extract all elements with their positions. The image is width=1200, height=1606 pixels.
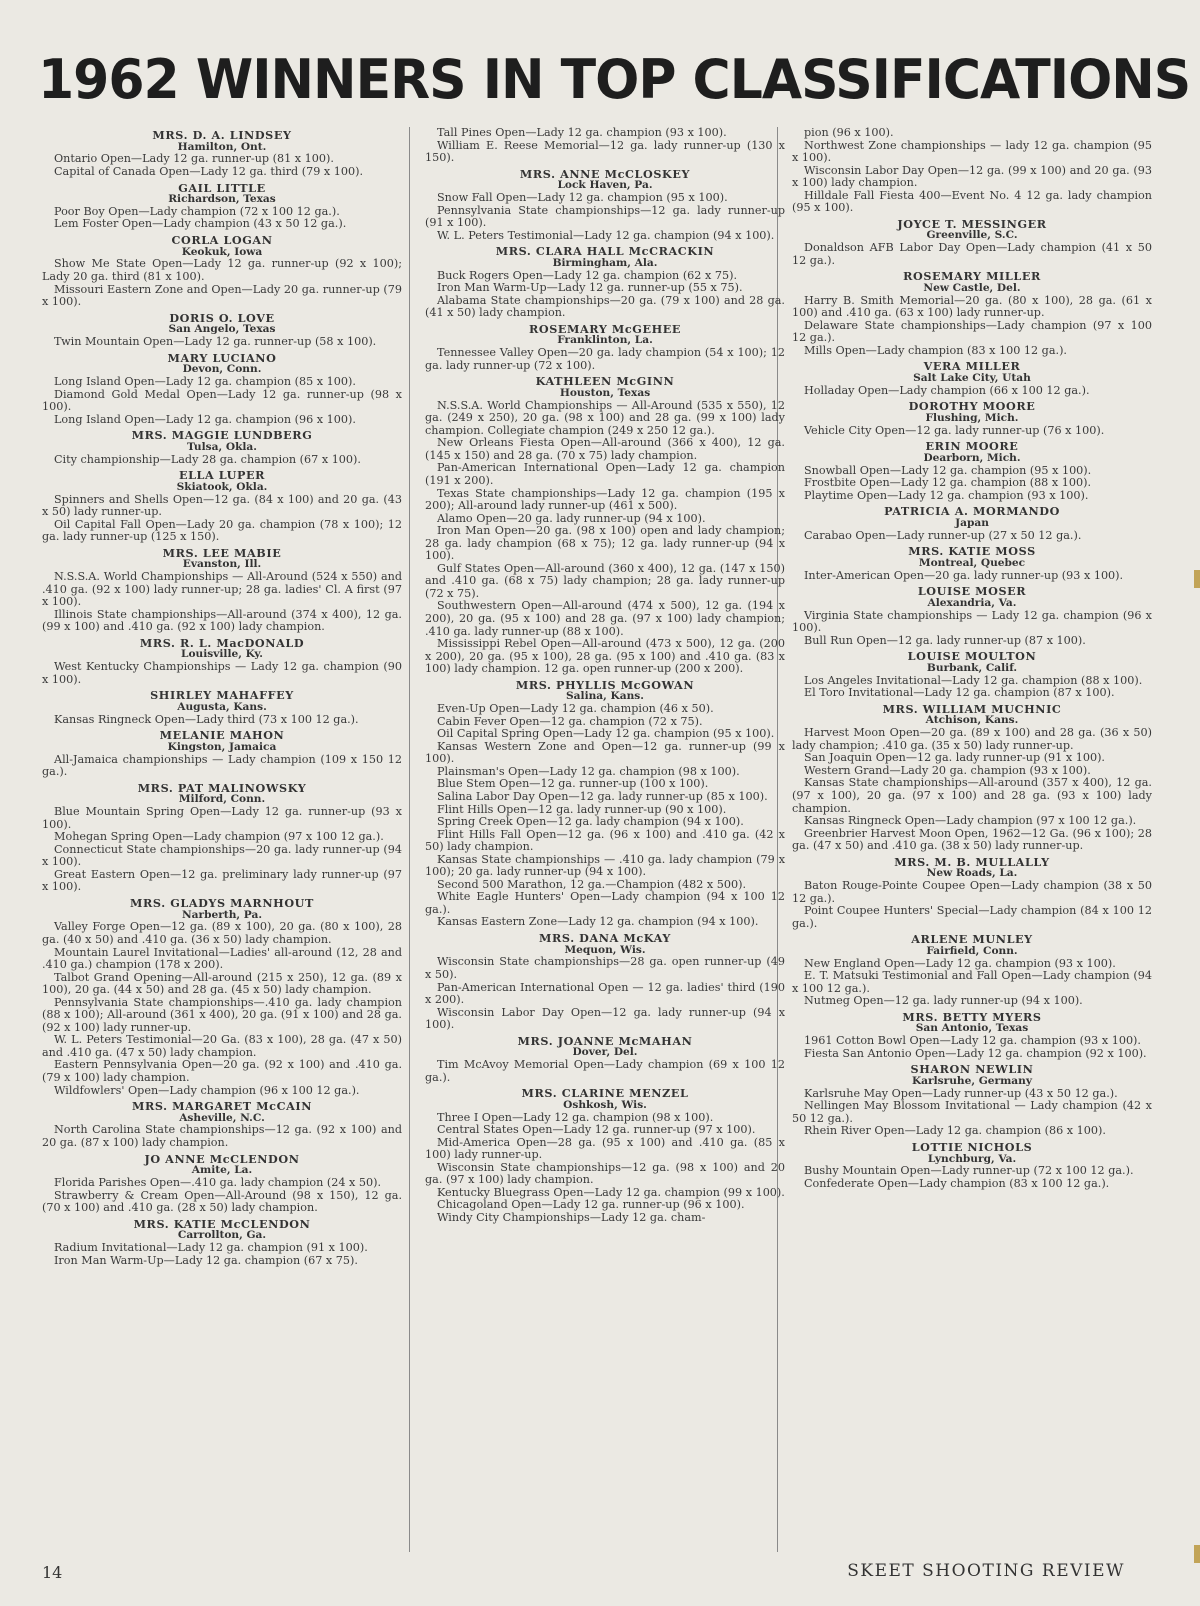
winner-entry [42,182,402,232]
result-line: Twin Mountain Open—Lady 12 ga. runner-up (58 x 100). [54,335,377,348]
winner-name: MRS. BETTY MYERS [902,1009,1042,1024]
winner-entry [792,1141,1152,1191]
result-line: Mohegan Spring Open—Lady champion (97 x 100 12 ga.). [54,830,384,844]
winner-entry [792,505,1152,542]
result-line: Delaware State championships—Lady champion (97 x 100 12 ga.). [792,318,1152,345]
result-line: West Kentucky Championships — Lady 12 ga. champion (90 x 100). [42,660,402,686]
winner-name: ELLA LUPER [178,468,266,483]
winner-location: Montreal, Quebec [918,556,1026,569]
result-line: N.S.S.A. World Championships — All-Around (524 x 550) and .410 ga. (92 x 100) lady runner-up; 28 ga. ladies' Cl. A first (97 x 100). [42,570,402,609]
winner-entry [792,218,1152,268]
winner-entry [42,129,402,179]
result-line: Texas State championships—Lady 12 ga. champion (195 x 200); All-around lady runner-up (461 x 500). [425,486,785,513]
result-line: Baton Rouge-Pointe Coupee Open—Lady champion (38 x 50 12 ga.). [792,879,1152,905]
winner-location: Carrollton, Ga. [177,1229,267,1242]
winner-name: MRS. CLARINE MENZEL [521,1086,689,1101]
winner-name: ERIN MOORE [925,439,1019,454]
winner-name: DOROTHY MOORE [908,399,1036,414]
result-line: Kansas Ringneck Open—Lady third (73 x 100 12 ga.). [54,712,359,726]
result-line: Holladay Open—Lady champion (66 x 100 12 ga.). [804,383,1090,397]
winner-entry [792,400,1152,437]
winner-entry [42,782,402,894]
winner-name: KATHLEEN McGINN [535,374,675,389]
result-line: Confederate Open—Lady champion (83 x 100 12 ga.). [804,1176,1110,1190]
result-line: Frostbite Open—Lady 12 ga. champion (88 x 100). [804,476,1091,490]
winner-location: New Roads, La. [926,867,1018,880]
result-line: Kansas Ringneck Open—Lady champion (97 x 100 12 ga.). [804,814,1137,828]
result-line: Flint Hills Open—12 ga. lady runner-up (90 x 100). [437,802,727,816]
result-line: Western Grand—Lady 20 ga. champion (93 x 100). [804,763,1091,777]
page-edge-mark [1194,1545,1200,1563]
winner-name: MRS. KATIE MOSS [908,544,1036,559]
winner-entry [792,703,1152,853]
result-line: Greenbrier Harvest Moon Open, 1962—12 Ga. (96 x 100); 28 ga. (47 x 50) and .410 ga. (38 x 50) lady runner-up. [792,826,1152,853]
result-line: City championship—Lady 28 ga. champion (67 x 100). [54,452,361,466]
result-line: Diamond Gold Medal Open—Lady 12 ga. runner-up (98 x 100). [42,387,402,414]
result-line: Blue Mountain Spring Open—Lady 12 ga. runner-up (93 x 100). [42,805,402,831]
publication-name: SKEET SHOOTING REVIEW [847,1561,1125,1581]
winner-entry [42,547,402,634]
winner-location: Asheville, N.C. [179,1111,265,1124]
winner-name: MRS. CLARA HALL McCRACKIN [495,244,715,259]
result-line: Kansas Eastern Zone—Lady 12 ga. champion (94 x 100). [437,915,759,929]
winner-location: Richardson, Texas [168,193,276,206]
result-line: Iron Man Open—20 ga. (98 x 100) open and lady champion; 28 ga. lady champion (68 x 75); 12 ga. lady runner-up (94 x 100). [425,524,785,563]
winner-entry [792,650,1152,700]
result-line: Point Coupee Hunters' Special—Lady champion (84 x 100 12 ga.). [792,904,1152,930]
winner-entry [425,1087,785,1224]
result-line: Show Me State Open—Lady 12 ga. runner-up (92 x 100); Lady 20 ga. third (81 x 100). [42,257,402,283]
result-line: Mid-America Open—28 ga. (95 x 100) and .410 ga. (85 x 100) lady runner-up. [425,1135,785,1162]
winner-entry [42,637,402,687]
result-line: Wisconsin State championships—28 ga. open runner-up (49 x 50). [425,955,785,981]
winner-name: DORIS O. LOVE [169,310,275,325]
winner-entry [792,856,1152,931]
winner-entry [792,545,1152,582]
result-line: Spring Creek Open—12 ga. lady champion (94 x 100). [437,815,744,829]
result-line: Snow Fall Open—Lady 12 ga. champion (95 x 100). [437,191,728,205]
result-line: Florida Parishes Open—.410 ga. lady champion (24 x 50). [54,1175,382,1189]
result-line: Pan-American International Open—Lady 12 ga. champion (191 x 200). [425,461,785,488]
winner-entry [792,127,1152,215]
winner-location: Salina, Kans. [566,690,644,703]
result-line: Pennsylvania State championships—.410 ga. lady champion (88 x 100); All-around (361 x 400), 20 ga. (91 x 100) and 28 ga. (92 x 100) lady runner-up. [42,995,402,1034]
winner-name: LOUISE MOULTON [907,649,1037,664]
winner-location: Franklinton, La. [557,334,653,347]
winner-name: VERA MILLER [923,359,1021,374]
result-line: Kansas State championships—All-around (357 x 400), 12 ga. (97 x 100), 20 ga. (97 x 100) and 28 ga. (93 x 100) lady champion. [792,776,1152,815]
result-line: Valley Forge Open—12 ga. (89 x 100), 20 ga. (80 x 100), 28 ga. (40 x 50) and .410 ga. (36 x 50) lady champion. [42,920,402,946]
result-line: Tall Pines Open—Lady 12 ga. champion (93 x 100). [437,127,727,139]
result-line: Southwestern Open—All-around (474 x 500), 12 ga. (194 x 200), 20 ga. (95 x 100) and 28 ga. (97 x 100) lady champion; .410 ga. lady runner-up (88 x 100). [425,599,785,638]
result-line: Los Angeles Invitational—Lady 12 ga. champion (88 x 100). [804,673,1143,687]
result-line: Mississippi Rebel Open—All-around (473 x 500), 12 ga. (200 x 200), 20 ga. (95 x 100), 28 ga. (95 x 100) and .410 ga. (83 x 100) lady champion. 12 ga. open runner-up (200 x 200). [425,637,785,676]
winner-name: ARLENE MUNLEY [911,932,1033,947]
winner-location: Augusta, Kans. [177,700,267,713]
winner-location: Lock Haven, Pa. [557,179,653,192]
winner-name: MRS. M. B. MULLALLY [894,854,1050,869]
winner-entry [42,1218,402,1268]
result-line: Tennessee Valley Open—20 ga. lady champion (54 x 100); 12 ga. lady runner-up (72 x 100). [425,346,785,372]
result-line: Donaldson AFB Labor Day Open—Lady champion (41 x 50 12 ga.). [792,241,1152,267]
winner-location: Burbank, Calif. [926,661,1018,674]
result-line: Iron Man Warm-Up—Lady 12 ga. runner-up (55 x 75). [437,281,743,295]
winner-entry [792,270,1152,357]
result-line: Nutmeg Open—12 ga. lady runner-up (94 x 100). [804,994,1083,1008]
winner-location: Hamilton, Ont. [177,140,267,153]
winner-entry [425,245,785,320]
result-line: Iron Man Warm-Up—Lady 12 ga. champion (67 x 75). [54,1253,358,1267]
winner-entry [792,933,1152,1008]
winner-location: Birmingham, Ala. [552,256,658,269]
result-line: Three I Open—Lady 12 ga. champion (98 x 100). [437,1110,714,1124]
result-line: All-Jamaica championships — Lady champion (109 x 150 12 ga.). [42,752,402,779]
winner-entry [42,429,402,466]
winner-name: MRS. D. A. LINDSEY [152,128,292,142]
winner-location: Narberth, Pa. [181,908,263,921]
result-line: Talbot Grand Opening—All-around (215 x 250), 12 ga. (89 x 100), 20 ga. (44 x 50) and 28 ga. (45 x 50) lady champion. [42,970,402,997]
result-line: Virginia State championships — Lady 12 ga. champion (96 x 100). [792,608,1152,635]
winner-entry [425,127,785,165]
result-line: Kansas Western Zone and Open—12 ga. runner-up (99 x 100). [425,739,785,766]
result-line: Wildfowlers' Open—Lady champion (96 x 100 12 ga.). [54,1083,360,1097]
winner-entry [42,234,402,309]
winner-entry [792,1063,1152,1138]
winner-location: Evanston, Ill. [182,558,262,571]
winner-location: Milford, Conn. [178,793,266,806]
result-line: Inter-American Open—20 ga. lady runner-up (93 x 100). [804,568,1124,582]
winner-name: PATRICIA A. MORMANDO [884,504,1060,519]
result-line: Mountain Laurel Invitational—Ladies' all-around (12, 28 and .410 ga.) champion (178 x 200). [42,945,402,972]
result-line: Bull Run Open—12 ga. lady runner-up (87 x 100). [804,633,1086,647]
result-line: Pan-American International Open — 12 ga. ladies' third (190 x 200). [425,980,785,1007]
result-line: Gulf States Open—All-around (360 x 400), 12 ga. (147 x 150) and .410 ga. (68 x 75) lady champion; 28 ga. lady runner-up (72 x 75). [425,561,785,600]
column-1 [42,127,402,1547]
result-line: W. L. Peters Testimonial—20 Ga. (83 x 100), 28 ga. (47 x 50) and .410 ga. (47 x 50) lady champion. [42,1033,402,1059]
winner-location: Fairfield, Conn. [926,944,1018,957]
column-divider [409,127,410,1552]
winner-entry [425,932,785,1032]
winner-entry [42,897,402,1097]
result-line: Bushy Mountain Open—Lady runner-up (72 x 100 12 ga.). [804,1164,1134,1178]
result-line: Carabao Open—Lady runner-up (27 x 50 12 ga.). [804,528,1082,542]
result-line: Capital of Canada Open—Lady 12 ga. third (79 x 100). [54,164,364,178]
result-line: Hilldale Fall Fiesta 400—Event No. 4 12 ga. lady champion (95 x 100). [792,188,1152,215]
result-line: Missouri Eastern Zone and Open—Lady 20 ga. runner-up (79 x 100). [42,282,402,309]
page-title: 1962 WINNERS IN TOP CLASSIFICATIONS [38,48,1191,112]
winner-location: Dover, Del. [572,1046,638,1059]
winner-location: San Antonio, Texas [915,1022,1029,1035]
result-line: Karlsruhe May Open—Lady runner-up (43 x 50 12 ga.). [804,1086,1118,1100]
winner-name: SHARON NEWLIN [910,1062,1034,1077]
result-line: Alabama State championships—20 ga. (79 x 100) and 28 ga. (41 x 50) lady champion. [425,293,785,320]
result-line: Fiesta San Antonio Open—Lady 12 ga. champion (92 x 100). [804,1046,1147,1060]
winner-location: Tulsa, Okla. [187,440,257,453]
winner-name: ROSEMARY MILLER [903,269,1041,284]
result-line: William E. Reese Memorial—12 ga. lady runner-up (130 x 150). [425,138,785,165]
winner-location: San Angelo, Texas [168,323,276,336]
winner-name: SHIRLEY MAHAFFEY [150,688,294,703]
winner-location: Mequon, Wis. [564,943,646,956]
winner-name: MRS. WILLIAM MUCHNIC [882,701,1062,716]
winner-entry [42,689,402,726]
winner-location: Devon, Conn. [182,363,262,376]
winner-name: GAIL LITTLE [178,180,266,195]
winner-name: MRS. PAT MALINOWSKY [137,780,307,795]
winner-location: Alexandria, Va. [927,596,1017,609]
result-line: Radium Invitational—Lady 12 ga. champion (91 x 100). [54,1241,368,1255]
result-line: Buck Rogers Open—Lady 12 ga. champion (62 x 75). [437,268,737,282]
winner-name: MARY LUCIANO [167,350,277,365]
result-line: Nellingen May Blossom Invitational — Lady champion (42 x 50 12 ga.). [792,1099,1152,1125]
winner-entry [42,312,402,349]
winner-name: CORLA LOGAN [171,233,273,247]
winner-name: MRS. MAGGIE LUNDBERG [131,428,313,443]
result-line: Harry B. Smith Memorial—20 ga. (80 x 100), 28 ga. (61 x 100) and .410 ga. (63 x 100) lady runner-up. [792,293,1152,320]
result-line: Great Eastern Open—12 ga. preliminary lady runner-up (97 x 100). [42,867,402,894]
winner-name: MRS. KATIE McCLENDON [133,1216,311,1231]
result-line: Alamo Open—20 ga. lady runner-up (94 x 100). [437,511,706,525]
result-line: Oil Capital Fall Open—Lady 20 ga. champion (78 x 100); 12 ga. lady runner-up (125 x 150). [42,517,402,544]
result-line: Long Island Open—Lady 12 ga. champion (85 x 100). [54,374,356,388]
winner-name: MRS. PHYLLIS McGOWAN [515,677,695,692]
result-line: Eastern Pennsylvania Open—20 ga. (92 x 100) and .410 ga. (79 x 100) lady champion. [42,1058,402,1084]
winner-name: LOTTIE NICHOLS [911,1140,1033,1155]
winner-name: MRS. LEE MABIE [162,545,282,560]
winner-name: MELANIE MAHON [159,728,285,743]
result-line: North Carolina State championships—12 ga. (92 x 100) and 20 ga. (87 x 100) lady champion. [42,1123,402,1150]
result-line: Central States Open—Lady 12 ga. runner-up (97 x 100). [437,1123,756,1137]
winner-location: Karlsruhe, Germany [911,1074,1033,1087]
winner-entry [42,1100,402,1150]
winner-name: LOUISE MOSER [917,584,1027,599]
winner-location: Flushing, Mich. [925,411,1019,424]
result-line: 1961 Cotton Bowl Open—Lady 12 ga. champion (93 x 100). [804,1034,1141,1048]
result-line: Chicagoland Open—Lady 12 ga. runner-up (96 x 100). [437,1198,745,1212]
column-2 [425,127,785,1547]
winner-name: MRS. R. L. MacDONALD [139,635,305,650]
winner-location: Greenville, S.C. [926,229,1018,242]
winner-name: ROSEMARY McGEHEE [528,321,682,336]
winner-entry [425,168,785,243]
winner-location: Dearborn, Mich. [923,451,1021,464]
result-line: Oil Capital Spring Open—Lady 12 ga. champion (95 x 100). [437,727,775,741]
result-line: Poor Boy Open—Lady champion (72 x 100 12 ga.). [54,204,340,218]
result-line: Illinois State championships—All-around (374 x 400), 12 ga. (99 x 100) and .410 ga. (92 x 100) lady champion. [42,607,402,634]
result-line: Wisconsin Labor Day Open—12 ga. (99 x 100) and 20 ga. (93 x 100) lady champion. [792,163,1152,190]
winner-name: MRS. ANNE McCLOSKEY [519,166,691,181]
result-line: Kentucky Bluegrass Open—Lady 12 ga. champion (99 x 100). [437,1185,785,1199]
page-edge-mark [1194,570,1200,588]
winner-entry [792,440,1152,502]
winner-entry [792,585,1152,647]
result-line: Mills Open—Lady champion (83 x 100 12 ga.). [804,343,1067,357]
result-line: White Eagle Hunters' Open—Lady champion (94 x 100 12 ga.). [425,890,785,916]
winner-entry [42,1153,402,1215]
winner-location: Kingston, Jamaica [167,740,277,753]
result-line: New Orleans Fiesta Open—All-around (366 x 400), 12 ga. (145 x 150) and 28 ga. (70 x 75) lady champion. [425,436,785,462]
winner-name: JO ANNE McCLENDON [144,1151,300,1166]
result-line: Flint Hills Fall Open—12 ga. (96 x 100) and .410 ga. (42 x 50) lady champion. [425,827,785,854]
result-line: Rhein River Open—Lady 12 ga. champion (86 x 100). [804,1124,1106,1138]
winner-name: MRS. DANA McKAY [539,931,671,946]
winner-location: Lynchburg, Va. [927,1152,1017,1165]
winner-location: Houston, Texas [559,386,651,399]
result-line: El Toro Invitational—Lady 12 ga. champion (87 x 100). [804,686,1115,700]
winner-location: Atchison, Kans. [925,714,1019,727]
winner-entry [425,1035,785,1085]
winner-location: New Castle, Del. [923,281,1021,294]
result-line: Kansas State championships — .410 ga. lady champion (79 x 100); 20 ga. lady runner-up (94 x 100). [425,852,785,879]
result-line: W. L. Peters Testimonial—Lady 12 ga. champion (94 x 100). [437,228,775,242]
result-line: Cabin Fever Open—12 ga. champion (72 x 75). [437,714,703,728]
result-line: Second 500 Marathon, 12 ga.—Champion (482 x 500). [437,877,747,891]
result-line: Long Island Open—Lady 12 ga. champion (96 x 100). [54,412,356,426]
winner-name: JOYCE T. MESSINGER [897,216,1047,231]
result-line: Tim McAvoy Memorial Open—Lady champion (69 x 100 12 ga.). [425,1058,785,1084]
page-number: 14 [42,1563,63,1582]
result-line: Harvest Moon Open—20 ga. (89 x 100) and 28 ga. (36 x 50) lady champion; .410 ga. (35 x 50) lady runner-up. [792,726,1152,752]
result-line: Plainsman's Open—Lady 12 ga. champion (98 x 100). [437,764,740,778]
result-line: Lem Foster Open—Lady champion (43 x 50 12 ga.). [54,217,347,231]
result-line: Even-Up Open—Lady 12 ga. champion (46 x 50). [437,702,714,716]
winner-location: Skiatook, Okla. [176,480,268,493]
winner-name: MRS. GLADYS MARNHOUT [130,896,314,911]
winner-entry [792,360,1152,397]
winner-entry [42,729,402,779]
result-line: Wisconsin Labor Day Open—12 ga. lady runner-up (94 x 100). [425,1005,785,1032]
winner-location: Oshkosh, Wis. [563,1098,647,1111]
winner-entry [42,469,402,544]
result-line: Windy City Championships—Lady 12 ga. cham- [437,1210,706,1224]
winner-entry [425,679,785,929]
result-line: Vehicle City Open—12 ga. lady runner-up (76 x 100). [804,423,1105,437]
result-line: N.S.S.A. World Championships — All-Around (535 x 550), 12 ga. (249 x 250), 20 ga. (98 x 100) and 28 ga. (99 x 100) lady champion. Collegiate champion (249 x 250 12 ga.). [425,398,785,437]
result-line: San Joaquin Open—12 ga. lady runner-up (91 x 100). [804,751,1105,765]
result-line: Ontario Open—Lady 12 ga. runner-up (81 x 100). [54,152,334,166]
result-line: Pennsylvania State championships—12 ga. lady runner-up (91 x 100). [425,203,785,230]
winner-location: Amite, La. [191,1164,253,1177]
winner-location: Louisville, Ky. [181,648,263,661]
winner-location: Keokuk, Iowa [181,245,263,258]
result-line: Salina Labor Day Open—12 ga. lady runner-up (85 x 100). [437,790,768,803]
result-line: New England Open—Lady 12 ga. champion (93 x 100). [804,956,1116,970]
result-line: Wisconsin State championships—12 ga. (98 x 100) and 20 ga. (97 x 100) lady champion. [425,1160,785,1187]
winner-name: MRS. MARGARET McCAIN [131,1099,313,1114]
result-line: Strawberry & Cream Open—All-Around (98 x 150), 12 ga. (70 x 100) and .410 ga. (28 x 50) lady champion. [42,1188,402,1215]
result-line: Blue Stem Open—12 ga. runner-up (100 x 100). [437,777,709,791]
column-3 [792,127,1152,1547]
winner-entry [792,1011,1152,1061]
winner-location: Salt Lake City, Utah [913,372,1031,385]
result-line: pion (96 x 100). [804,127,894,139]
result-line: Spinners and Shells Open—12 ga. (84 x 100) and 20 ga. (43 x 50) lady runner-up. [42,492,402,519]
winner-name: MRS. JOANNE McMAHAN [517,1033,693,1048]
winner-location: Japan [955,516,989,529]
result-line: Playtime Open—Lady 12 ga. champion (93 x 100). [804,488,1089,502]
result-line: Northwest Zone championships — lady 12 ga. champion (95 x 100). [792,138,1152,165]
result-line: E. T. Matsuki Testimonial and Fall Open—Lady champion (94 x 100 12 ga.). [792,969,1152,995]
winner-entry [425,323,785,373]
winner-entry [425,375,785,675]
result-line: Snowball Open—Lady 12 ga. champion (95 x 100). [804,463,1092,477]
result-line: Connecticut State championships—20 ga. lady runner-up (94 x 100). [42,842,402,869]
winner-entry [42,352,402,427]
